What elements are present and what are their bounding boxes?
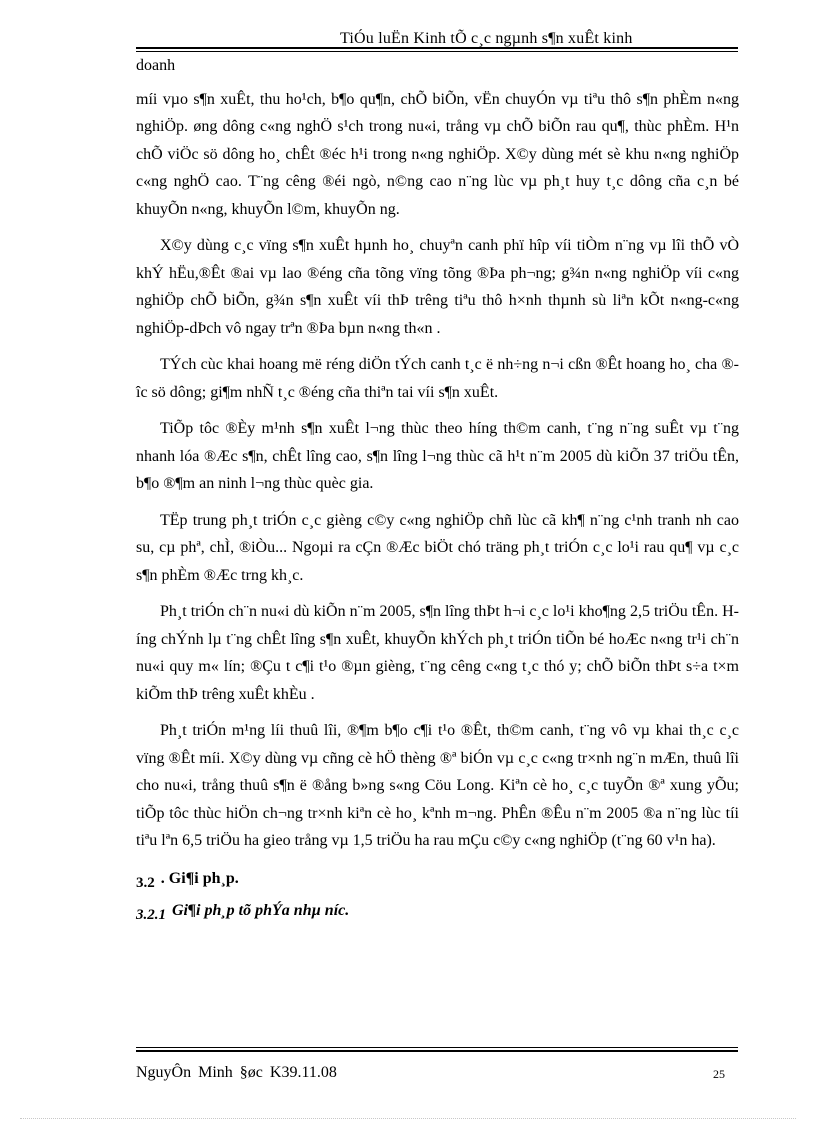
paragraph: TiÕp tôc ®Èy m¹nh s¶n xuÊt l¬ng thùc theo híng th©m canh, t¨ng n¨ng suÊt vµ t¨ng nhanh lóa ®Æc s¶n, chÊt lîng cao, s¶n lîng l¬ng thùc cã h¹t n¨m 2005 dù kiÕn 37 triÖu tÊn, b¶o ®¶m an ninh l¬ng thùc quèc gia. [136, 420, 739, 492]
header-rule [136, 47, 738, 49]
continuation-word: doanh [136, 57, 176, 74]
section-number: 3.2 [136, 874, 155, 891]
page-body [136, 52, 739, 926]
paragraph: Ph¸t triÓn ch¨n nu«i dù kiÕn n¨m 2005, s¶n lîng thÞt h¬i c¸c lo¹i kho¶ng 2,5 triÖu tÊn. Híng chÝnh lµ t¨ng chÊt lîng s¶n xuÊt, khuyÕn khÝch ph¸t triÓn tiÕn bé hoÆc n«ng tr¹i ch¨n nu«i quy m« lín; ®Çu t c¶i t¹o ®µn gièng, t¨ng cêng c«ng t¸c thó y; chÕ biÕn thÞt s÷a t×m kiÕm thÞ trêng xuÊt khÈu . [136, 603, 739, 703]
footer-rule-thin [136, 1047, 738, 1048]
paragraph: TËp trung ph¸t triÓn c¸c gièng c©y c«ng nghiÖp chñ lùc cã kh¶ n¨ng c¹nh tranh nh cao su, cµ phª, chÌ, ®iÒu... Ngoµi ra cÇn ®Æc biÖt chó träng ph¸t triÓn c¸c lo¹i rau qu¶ vµ c¸c s¶n phÈm ®Æc trng kh¸c. [136, 511, 739, 584]
page-number: 25 [713, 1067, 725, 1081]
subsection-number: 3.2.1 [136, 906, 166, 923]
page-edge-divider [20, 1118, 796, 1119]
subsection-title: Gi¶i ph¸p tõ phÝa nhµ níc. [172, 901, 350, 919]
subsection-heading [136, 896, 739, 926]
paragraph: Ph¸t triÓn m¹ng líi thuû lîi, ®¶m b¶o c¶i t¹o ®Êt, th©m canh, t¨ng vô vµ khai th¸c c¸c vïng ®Êt míi. X©y dùng vµ cñng cè hÖ thèng ®ª biÓn vµ c¸c c«ng tr×nh ng¨n mÆn, thuû lîi cho nu«i, trång thuû s¶n ë ®ång b»ng s«ng Cöu Long. Kiªn cè ho¸ c¸c tuyÕn ®ª xung yÕu; tiÕp tôc thùc hiÖn ch¬ng tr×nh kiªn cè ho¸ kªnh m¬ng. PhÊn ®Êu n¨m 2005 ®a n¨ng lùc tíi tiªu lªn 6,5 triÖu ha gieo trång vµ 1,5 triÖu ha rau mÇu c©y c«ng nghiÖp (t¨ng 60 v¹n ha). [136, 722, 739, 849]
paragraph: X©y dùng c¸c vïng s¶n xuÊt hµnh ho¸ chuyªn canh phï hîp víi tiÒm n¨ng vµ lîi thÕ vÒ khÝ hËu,®Êt ®ai vµ lao ®éng cña tõng vïng tõng ®Þa ph¬ng; g¾n n«ng nghiÖp víi c«ng nghiÖp chÕ biÕn, g¾n s¶n xuÊt víi thÞ trêng tiªu thô h×nh thµnh sù liªn kÕt n«ng-c«ng nghiÖp-dÞch vô ngay trªn ®Þa bµn n«ng th«n . [136, 237, 739, 337]
footer-rule [136, 1050, 738, 1052]
section-title: . Gi¶i ph¸p. [160, 869, 239, 887]
running-header: TiÓu luËn Kinh tÕ c¸c ngµnh s¶n xuÊt kinh [340, 30, 633, 47]
paragraph: TÝch cùc khai hoang më réng diÖn tÝch canh t¸c ë nh÷ng n¬i cßn ®Êt hoang ho¸ cha ®îc sö dông; gi¶m nhÑ t¸c ®éng cña thiªn tai víi s¶n xuÊt. [136, 356, 739, 401]
section-heading [136, 864, 739, 894]
footer-author: NguyÔn Minh §øc K39.11.08 [136, 1064, 337, 1081]
paragraph: míi vµo s¶n xuÊt, thu ho¹ch, b¶o qu¶n, chÕ biÕn, vËn chuyÓn vµ tiªu thô s¶n phÈm n«ng nghiÖp. øng dông c«ng nghÖ s¹ch trong nu«i, trång vµ chÕ biÕn rau qu¶, thùc phÈm. H¹n chÕ viÖc sö dông ho¸ chÊt ®éc h¹i trong n«ng nghiÖp. X©y dùng mét sè khu n«ng nghiÖp c«ng nghÖ cao. T¨ng cêng ®éi ngò, n©ng cao n¨ng lùc vµ ph¸t huy t¸c dông cña c¸n bé khuyÕn n«ng, khuyÕn l©m, khuyÕn ng. [136, 90, 739, 218]
